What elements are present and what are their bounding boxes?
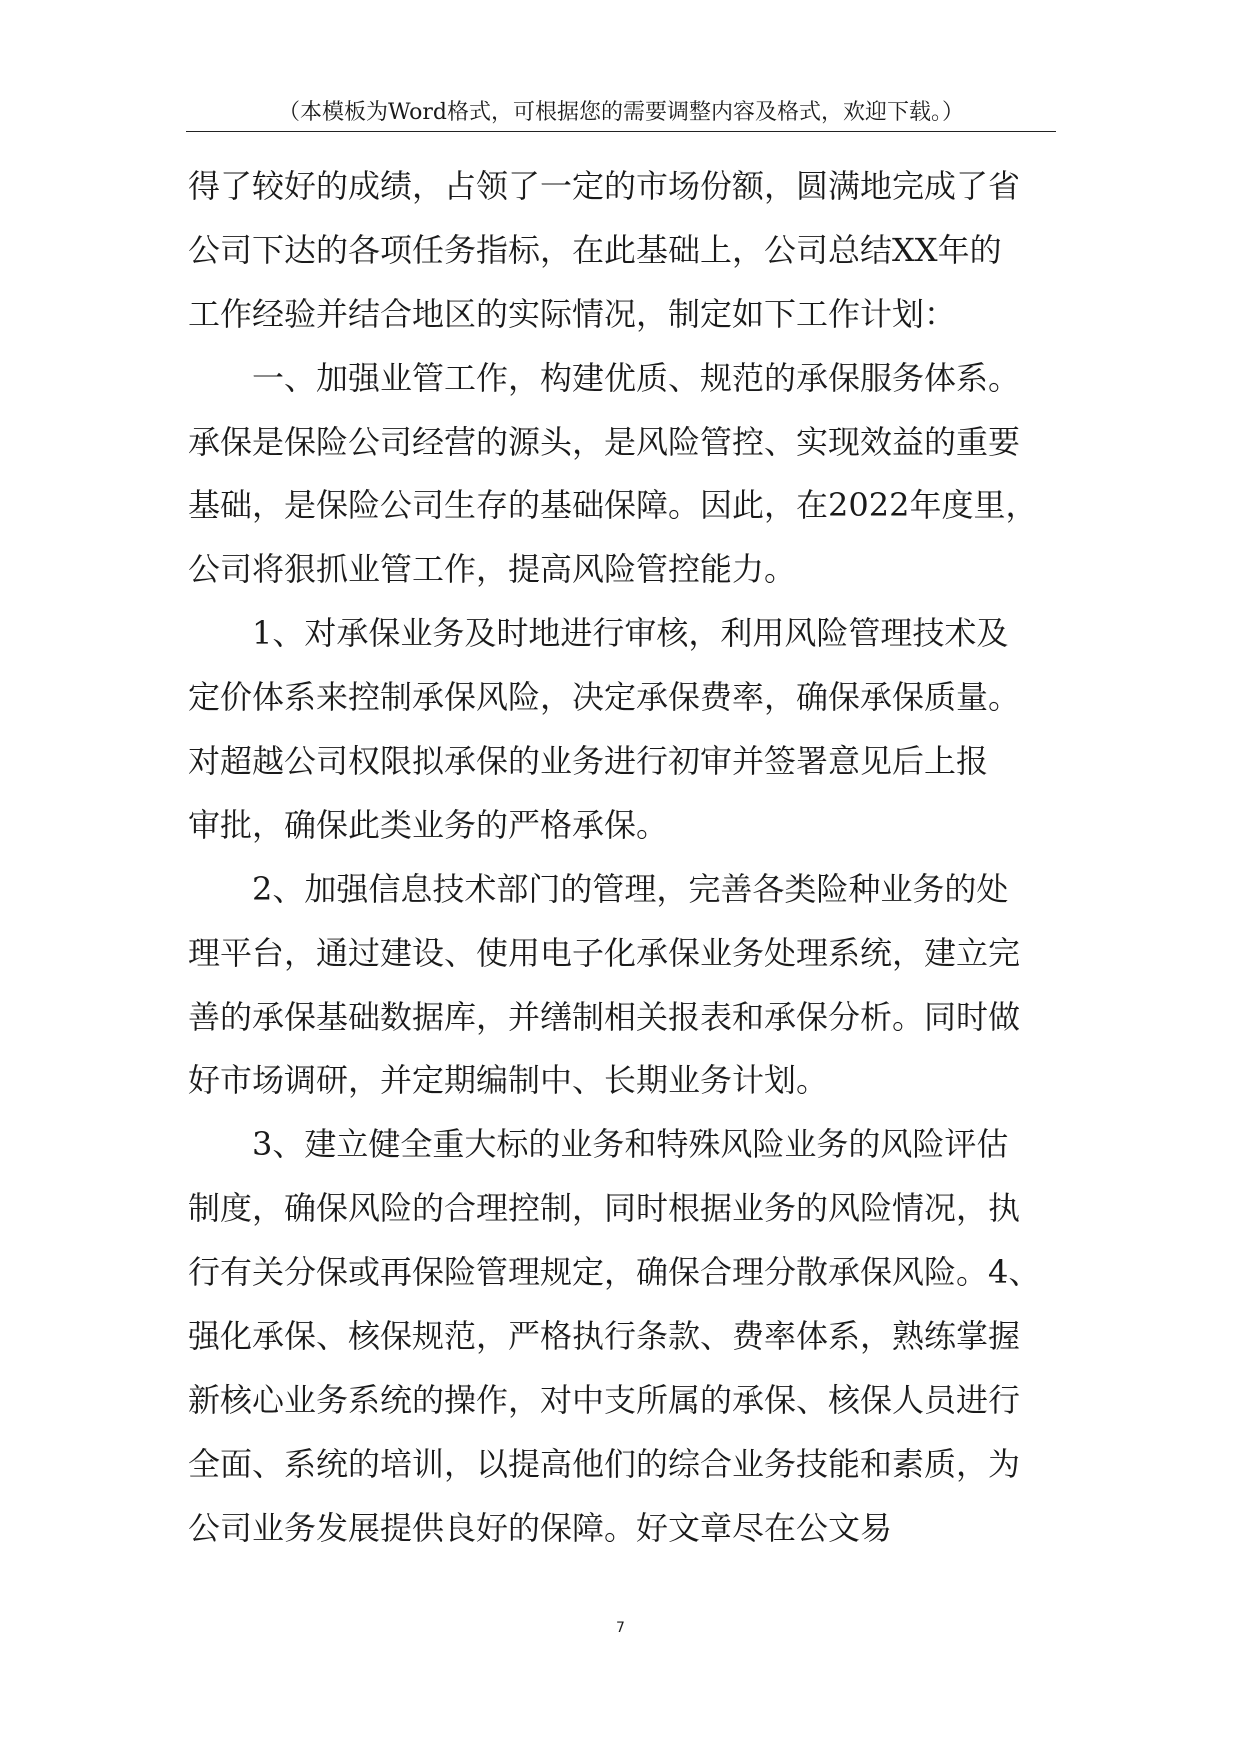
text-line: 制度，确保风险的合理控制，同时根据业务的风险情况，执: [188, 1189, 1021, 1228]
header-divider: [186, 131, 1056, 132]
text-line: 对超越公司权限拟承保的业务进行初审并签署意见后上报: [188, 742, 989, 781]
text-line: 工作经验并结合地区的实际情况，制定如下工作计划：: [188, 294, 957, 333]
page-number: 7: [616, 1620, 625, 1636]
text-line: 得了较好的成绩，占领了一定的市场份额，圆满地完成了省: [188, 167, 1021, 205]
page-header: （本模板为Word格式，可根据您的需要调整内容及格式，欢迎下载。）: [278, 100, 964, 125]
text-line: 强化承保、核保规范，严格执行条款、费率体系，熟练掌握: [188, 1317, 1021, 1356]
text-line: 3、建立健全重大标的业务和特殊风险业务的风险评估: [188, 1125, 1009, 1164]
text-line: 公司业务发展提供良好的保障。好文章尽在公文易: [188, 1508, 893, 1547]
text-line: 一、加强业管工作，构建优质、规范的承保服务体系。: [188, 358, 1021, 397]
text-line: 承保是保险公司经营的源头，是风险管控、实现效益的重要: [188, 422, 1021, 461]
text-line: 基础，是保险公司生存的基础保障。因此，在2022年度里，: [188, 486, 1038, 525]
text-line: 行有关分保或再保险管理规定，确保合理分散承保风险。4、: [188, 1253, 1041, 1292]
text-line: 公司下达的各项任务指标，在此基础上，公司总结XX年的: [188, 230, 1002, 269]
text-line: 全面、系统的培训，以提高他们的综合业务技能和素质，为: [188, 1444, 1021, 1483]
text-line: 定价体系来控制承保风险，决定承保费率，确保承保质量。: [188, 678, 1021, 717]
text-line: 1、对承保业务及时地进行审核，利用风险管理技术及: [188, 614, 1009, 653]
text-line: 理平台，通过建设、使用电子化承保业务处理系统，建立完: [188, 933, 1021, 972]
text-line: 公司将狠抓业管工作，提高风险管控能力。: [188, 550, 797, 589]
text-line: 好市场调研，并定期编制中、长期业务计划。: [188, 1061, 829, 1100]
text-line: 审批，确保此类业务的严格承保。: [188, 805, 669, 844]
text-line: 2、加强信息技术部门的管理，完善各类险种业务的处: [188, 869, 1009, 908]
text-line: 新核心业务系统的操作，对中支所属的承保、核保人员进行: [188, 1380, 1021, 1419]
document-body: [188, 155, 1068, 1561]
text-line: 善的承保基础数据库，并缮制相关报表和承保分析。同时做: [188, 997, 1021, 1036]
